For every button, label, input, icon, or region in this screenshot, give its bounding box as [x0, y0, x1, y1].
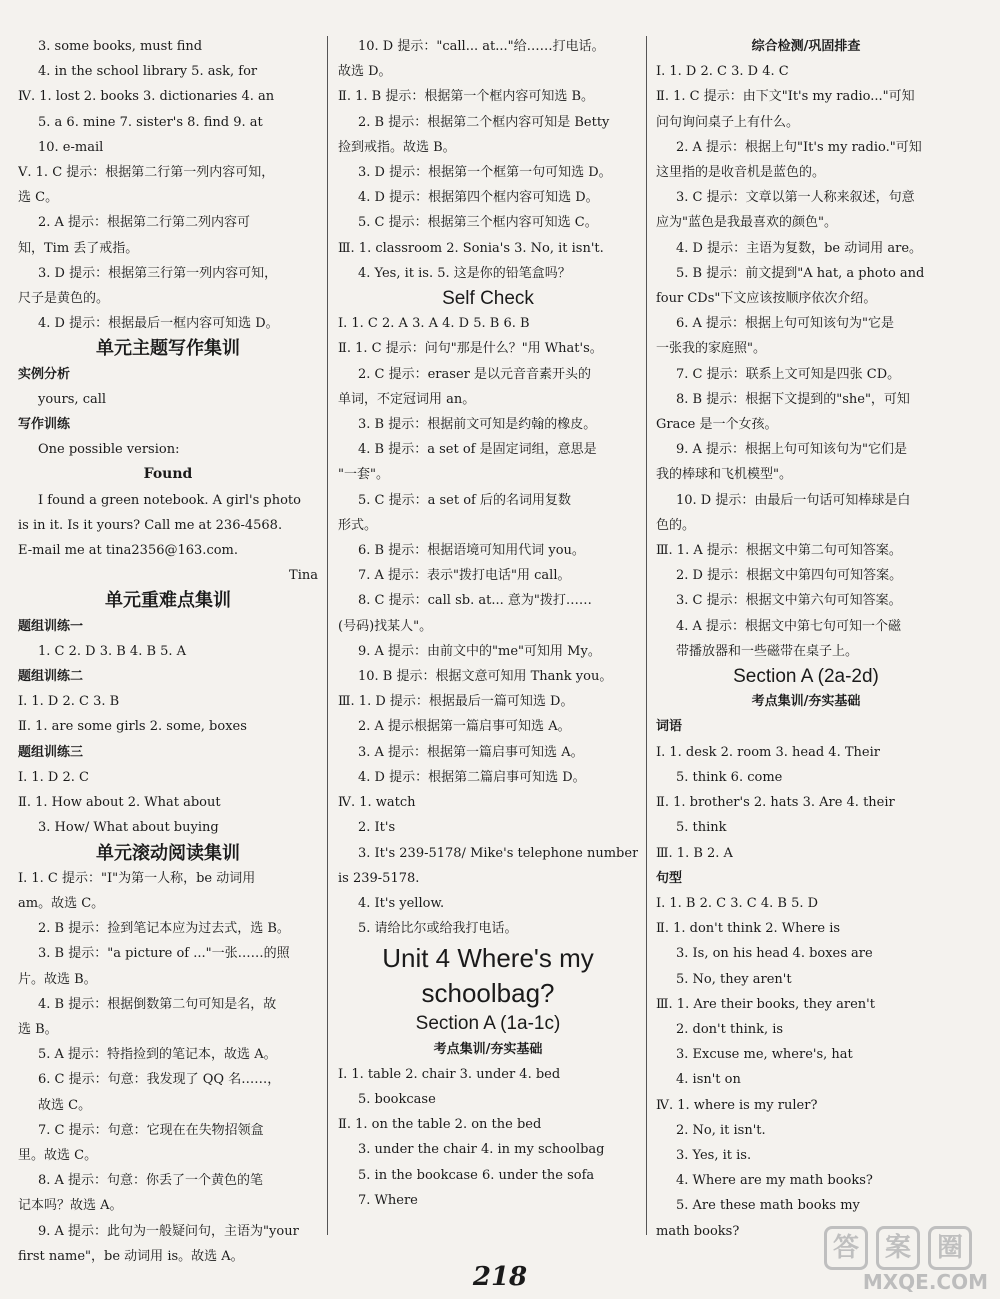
watermark-char: 案: [876, 1226, 920, 1270]
answer-line: Ⅰ. 1. D 2. C 3. D 4. C: [656, 64, 789, 80]
answer-line: 4. D 提示：根据第二篇启事可知选 D。: [358, 769, 586, 785]
answer-line: 2. A 提示：根据第二行第二列内容可: [38, 215, 251, 231]
answer-line: 3. A 提示：根据第一篇启事可知选 A。: [358, 744, 584, 760]
answer-line: 2. A 提示根据第一篇启事可知选 A。: [358, 719, 571, 735]
section-heading: Unit 4 Where's my: [382, 943, 594, 974]
section-heading: 单元主题写作集训: [96, 338, 240, 360]
answer-line: math books?: [656, 1223, 740, 1239]
column-middle: [338, 34, 638, 1213]
answer-line: Ⅰ. 1. table 2. chair 3. under 4. bed: [338, 1066, 561, 1082]
answer-line: Grace 是一个女孩。: [656, 417, 778, 433]
watermark-url: MXQE.COM: [862, 1270, 988, 1294]
answer-line: 7. A 提示：表示"拨打电话"用 call。: [358, 568, 571, 584]
answer-line: 5. Are these math books my: [676, 1198, 860, 1214]
subsection-label: 题组训练三: [18, 744, 84, 760]
answer-line: Ⅱ. 1. How about 2. What about: [18, 795, 221, 811]
subsection-label: 写作训练: [18, 417, 71, 433]
answer-line: 4. in the school library 5. ask, for: [38, 64, 258, 80]
answer-line: "一套"。: [338, 467, 389, 483]
section-heading: schoolbag?: [421, 978, 555, 1009]
subsection-label: 题组训练二: [18, 669, 84, 685]
essay-title: Found: [143, 466, 193, 483]
answer-line: 3. Yes, it is.: [676, 1147, 752, 1163]
answer-line: 10. D 提示："call... at..."给……打电话。: [358, 39, 605, 54]
answer-line: 4. Yes, it is. 5. 这是你的铅笔盒吗？: [358, 265, 571, 281]
answer-line: Ⅰ. 1. C 提示："I"为第一人称，be 动词用: [18, 870, 256, 886]
answer-line: 2. No, it isn't.: [676, 1122, 766, 1138]
answer-line: 问句询问桌子上有什么。: [656, 114, 800, 130]
answer-line: 3. under the chair 4. in my schoolbag: [358, 1142, 605, 1158]
answer-line: 5. in the bookcase 6. under the sofa: [358, 1167, 595, 1183]
answer-line: 3. C 提示：根据文中第六句可知答案。: [676, 593, 902, 609]
section-heading: 单元重难点集训: [105, 590, 231, 612]
answer-line: 形式。: [338, 517, 378, 533]
section-heading: Section A (2a-2d): [733, 666, 879, 688]
page-number: 218: [472, 1262, 528, 1292]
answer-line: 故选 C。: [38, 1097, 92, 1113]
answer-line: 7. C 提示：句意：它现在在失物招领盒: [38, 1122, 264, 1138]
answer-line: 4. D 提示：主语为复数，be 动词用 are。: [676, 240, 923, 256]
answer-line: 2. B 提示：根据第二个框内容可知是 Betty: [358, 114, 610, 130]
answer-line: 9. A 提示：此句为一般疑问句，主语为"your: [38, 1223, 299, 1239]
answer-line: am。故选 C。: [18, 895, 105, 911]
watermark-char: 圈: [928, 1226, 972, 1270]
section-heading: 考点集训/夯实基础: [751, 694, 861, 710]
answer-line: 单词，不定冠词用 an。: [338, 391, 476, 407]
answer-line: 2. D 提示：根据文中第四句可知答案。: [676, 568, 903, 584]
answer-line: 捡到戒指。故选 B。: [338, 139, 456, 155]
answer-line: 4. Where are my math books?: [676, 1173, 873, 1189]
answer-line: 2. C 提示：eraser 是以元音音素开头的: [358, 366, 591, 382]
answer-line: 2. don't think, is: [676, 1021, 784, 1037]
answer-line: 3. C 提示：文章以第一人称来叙述，句意: [676, 190, 915, 206]
answer-line: Ⅴ. 1. C 提示：根据第二行第一列内容可知，: [18, 165, 275, 181]
answer-line: 4. D 提示：根据最后一框内容可知选 D。: [38, 316, 279, 332]
answer-line: 3. Is, on his head 4. boxes are: [676, 946, 873, 962]
answer-line: 选 C。: [18, 190, 59, 206]
answer-line: 7. C 提示：联系上文可知是四张 CD。: [676, 366, 901, 382]
answer-line: 3. How/ What about buying: [38, 820, 219, 836]
answer-line: Ⅳ. 1. watch: [338, 795, 416, 811]
answer-line: (号码)找某人"。: [338, 618, 433, 634]
answer-line: 10. D 提示：由最后一句话可知棒球是白: [676, 492, 911, 508]
answer-line: 尺子是黄色的。: [18, 291, 110, 307]
answer-line: 5. think 6. come: [676, 769, 783, 785]
answer-line: 5. 请给比尔或给我打电话。: [358, 921, 518, 937]
answer-line: 故选 D。: [338, 64, 392, 80]
watermark-char: 答: [824, 1226, 868, 1270]
answer-line: 5. C 提示：a set of 后的名词用复数: [358, 492, 571, 508]
answer-line: 5. think: [676, 820, 727, 836]
answer-line: 10. e-mail: [38, 139, 104, 155]
answer-line: 8. A 提示：句意：你丢了一个黄色的笔: [38, 1173, 264, 1189]
answer-line: Ⅱ. 1. B 提示：根据第一个框内容可知选 B。: [338, 89, 595, 105]
answer-line: One possible version:: [38, 442, 180, 458]
answer-line: Ⅰ. 1. D 2. C 3. B: [18, 694, 120, 710]
answer-line: Ⅲ. 1. B 2. A: [656, 845, 733, 861]
answer-line: 6. A 提示：根据上句可知该句为"它是: [676, 316, 895, 332]
answer-line: 应为"蓝色是我最喜欢的颜色"。: [656, 215, 837, 231]
answer-line: 我的棒球和飞机模型"。: [656, 467, 792, 483]
column-right: [656, 34, 956, 1244]
answer-line: 5. bookcase: [358, 1091, 436, 1107]
answer-line: 2. It's: [358, 820, 396, 836]
answer-line: 3. It's 239-5178/ Mike's telephone number: [358, 845, 638, 861]
section-heading: 综合检测/巩固排查: [751, 39, 861, 54]
answer-line: Ⅱ. 1. don't think 2. Where is: [656, 921, 841, 937]
answer-line: Tina: [289, 568, 318, 584]
section-heading: Self Check: [442, 288, 534, 310]
answer-line: Ⅲ. 1. A 提示：根据文中第二句可知答案。: [656, 543, 902, 559]
answer-line: 4. isn't on: [676, 1072, 741, 1088]
answer-line: yours, call: [38, 391, 107, 407]
subsection-label: 句型: [656, 870, 683, 886]
watermark-logo: [758, 1226, 988, 1294]
answer-line: 3. D 提示：根据第三行第一列内容可知，: [38, 265, 278, 281]
answer-line: Ⅱ. 1. are some girls 2. some, boxes: [18, 719, 247, 735]
answer-line: 9. A 提示：根据上句可知该句为"它们是: [676, 442, 908, 458]
answer-line: 3. D 提示：根据第一个框第一句可知选 D。: [358, 165, 612, 181]
answer-line: 4. B 提示：a set of 是固定词组，意思是: [358, 442, 597, 458]
answer-line: E-mail me at tina2356@163.com.: [18, 543, 239, 559]
answer-line: 4. B 提示：根据倒数第二句可知是名，故: [38, 996, 277, 1012]
answer-line: 知，Tim 丢了戒指。: [18, 240, 139, 256]
column-divider: [646, 36, 647, 1235]
answer-line: 4. It's yellow.: [358, 895, 445, 911]
answer-line: Ⅱ. 1. brother's 2. hats 3. Are 4. their: [656, 795, 895, 811]
answer-line: four CDs"下文应该按顺序依次介绍。: [656, 291, 877, 307]
answer-line: 色的。: [656, 517, 696, 533]
answer-line: 这里指的是收音机是蓝色的。: [656, 165, 826, 181]
answer-line: 5. C 提示：根据第三个框内容可知选 C。: [358, 215, 598, 231]
subsection-label: 词语: [656, 719, 683, 735]
answer-line: first name"，be 动词用 is。故选 A。: [18, 1248, 244, 1264]
subsection-label: 实例分析: [18, 366, 71, 382]
answer-line: I found a green notebook. A girl's photo: [38, 492, 301, 508]
answer-line: Ⅰ. 1. C 2. A 3. A 4. D 5. B 6. B: [338, 316, 530, 332]
answer-line: Ⅳ. 1. where is my ruler?: [656, 1097, 818, 1113]
answer-line: 10. B 提示：根据文意可知用 Thank you。: [358, 669, 613, 685]
answer-line: 3. Excuse me, where's, hat: [676, 1047, 853, 1063]
answer-line: 3. B 提示：根据前文可知是约翰的橡皮。: [358, 417, 597, 433]
answer-line: 6. C 提示：句意：我发现了 QQ 名……，: [38, 1072, 281, 1088]
section-heading: 单元滚动阅读集训: [96, 842, 240, 864]
answer-line: 8. B 提示：根据下文提到的"she"，可知: [676, 391, 910, 407]
answer-line: 片。故选 B。: [18, 971, 97, 987]
answer-line: 9. A 提示：由前文中的"me"可知用 My。: [358, 643, 601, 659]
column-left: [18, 34, 318, 1269]
answer-line: 5. B 提示：前文提到"A hat, a photo and: [676, 265, 925, 281]
answer-line: Ⅱ. 1. C 提示：问句"那是什么？"用 What's。: [338, 341, 603, 357]
answer-line: Ⅱ. 1. on the table 2. on the bed: [338, 1117, 542, 1133]
answer-line: 里。故选 C。: [18, 1147, 98, 1163]
answer-line: 3. some books, must find: [38, 39, 203, 54]
answer-line: 一张我的家庭照"。: [656, 341, 766, 357]
section-heading: 考点集训/夯实基础: [433, 1041, 543, 1057]
answer-line: 6. B 提示：根据语境可知用代词 you。: [358, 543, 585, 559]
answer-line: Ⅰ. 1. D 2. C: [18, 769, 89, 785]
column-divider: [327, 36, 328, 1235]
answer-line: Ⅱ. 1. C 提示：由下文"It's my radio..."可知: [656, 89, 915, 105]
answer-line: Ⅰ. 1. desk 2. room 3. head 4. Their: [656, 744, 880, 760]
answer-line: 2. A 提示：根据上句"It's my radio."可知: [676, 139, 922, 155]
answer-line: is in it. Is it yours? Call me at 236-4568.: [18, 517, 283, 533]
answer-line: 5. A 提示：特指捡到的笔记本，故选 A。: [38, 1047, 277, 1063]
answer-line: 带播放器和一些磁带在桌子上。: [676, 643, 859, 659]
subsection-label: 题组训练一: [18, 618, 84, 634]
answer-line: 5. No, they aren't: [676, 971, 792, 987]
section-heading: Section A (1a-1c): [415, 1013, 561, 1035]
answer-line: Ⅲ. 1. D 提示：根据最后一篇可知选 D。: [338, 694, 574, 710]
answer-line: 选 B。: [18, 1021, 58, 1037]
answer-line: 4. D 提示：根据第四个框内容可知选 D。: [358, 190, 599, 206]
answer-line: Ⅲ. 1. Are their books, they aren't: [656, 996, 875, 1012]
answer-line: Ⅲ. 1. classroom 2. Sonia's 3. No, it isn't.: [338, 240, 604, 256]
answer-line: 1. C 2. D 3. B 4. B 5. A: [38, 643, 187, 659]
answer-line: 8. C 提示：call sb. at... 意为"拨打……: [358, 593, 592, 609]
answer-line: 7. Where: [358, 1192, 418, 1208]
answer-line: Ⅳ. 1. lost 2. books 3. dictionaries 4. an: [18, 89, 275, 105]
answer-line: 2. B 提示：捡到笔记本应为过去式，选 B。: [38, 921, 290, 937]
answer-line: 3. B 提示："a picture of ..."一张……的照: [38, 946, 290, 962]
answer-line: 记本吗？故选 A。: [18, 1198, 123, 1214]
answer-line: is 239-5178.: [338, 870, 420, 886]
answer-line: 5. a 6. mine 7. sister's 8. find 9. at: [38, 114, 263, 130]
answer-line: Ⅰ. 1. B 2. C 3. C 4. B 5. D: [656, 895, 819, 911]
answer-line: 4. A 提示：根据文中第七句可知一个磁: [676, 618, 902, 634]
